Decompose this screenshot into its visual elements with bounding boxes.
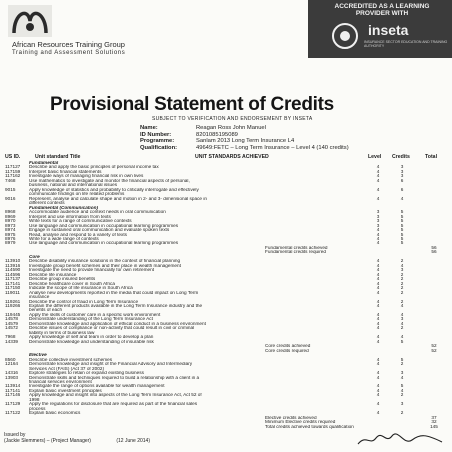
unit-standard-id: 13903 [5, 374, 19, 380]
unit-level: 3 [376, 222, 380, 228]
unit-standard-title: Accommodate audience and context needs in oral communication [29, 210, 166, 215]
unit-standard-id: 117162 [5, 173, 21, 179]
unit-standard-id: 8970 [5, 218, 16, 224]
unit-standard-title: Services Act (FAIS) (Act 37 of 2002) [29, 366, 105, 371]
unit-standard-title: Demonstrate understanding of the Long Term Insurance Act [29, 317, 153, 322]
unit-level: 4 [376, 316, 380, 322]
unit-credits: 2 [400, 361, 404, 367]
unit-standard-id: 119261 [5, 298, 21, 304]
unit-level: 4 [376, 258, 380, 264]
unit-standard-title: Fundamental credits required [265, 250, 326, 255]
issued-by-label: Issued by [4, 432, 26, 438]
unit-standard-title: Total credits achieved towards qualification [265, 424, 354, 429]
unit-credits: 2 [400, 410, 404, 416]
unit-level: 4 [376, 298, 380, 304]
credits-total: 56 [431, 244, 437, 250]
unit-level: 4 [376, 370, 380, 376]
unit-credits: 3 [400, 401, 404, 407]
unit-credits: 5 [400, 227, 404, 233]
unit-standard-title: Fundamental [29, 161, 59, 165]
unit-credits: 3 [400, 168, 404, 174]
credits-total: 52 [431, 347, 437, 353]
unit-standard-title: Investigate the need to provide financially for own retirement [29, 268, 155, 273]
unit-standard-title: financial services environment [29, 379, 92, 384]
unit-level: 4 [376, 280, 380, 286]
unit-standard-title: Fundamental credits achieved [265, 245, 328, 250]
unit-level: 4 [376, 334, 380, 340]
unit-standard-id: 7468 [5, 177, 16, 183]
unit-standard-title: Represent, analyse and calculate shape and motion in 2- and 3- dimensional space in [29, 196, 207, 201]
unit-standard-id: 117159 [5, 168, 21, 174]
unit-credits: 5 [400, 235, 404, 241]
unit-standard-id: 8969 [5, 213, 16, 219]
header-title: Unit standard Title [35, 154, 81, 160]
unit-level: 4 [376, 383, 380, 389]
unit-level: 3 [376, 218, 380, 224]
unit-standard-id: 8975 [5, 231, 16, 237]
unit-credits: 5 [400, 231, 404, 237]
unit-standard-title: Apply the skills of customer care in a specific work environment [29, 312, 161, 317]
unit-level: 4 [376, 338, 380, 344]
document-title: Provisional Statement of Credits [50, 94, 334, 115]
unit-standard-title: Read, analyse and respond to a variety of texts [29, 232, 127, 237]
unit-standard-id: 14316 [5, 370, 19, 376]
unit-standard-title: Analyse new developments reported in the media that could impact on Long Term [29, 290, 199, 295]
unit-level: 4 [376, 392, 380, 398]
accreditation-text: ACCREDITED AS A LEARNING PROVIDER WITH [334, 3, 430, 17]
unit-standard-title: Fundamental (Communication) [29, 205, 99, 210]
learner-info [140, 125, 349, 151]
learner-info-row [140, 138, 349, 145]
unit-standard-id: 119266 [5, 303, 21, 308]
unit-standard-title: Interpret basic financial statements [29, 169, 102, 174]
unit-standard-title: liability in terms of business law [29, 330, 95, 335]
unit-standard-title: Explore strategies to retain or expand existing business [29, 371, 144, 376]
org-line-2: Training and Assessment Solutions [12, 50, 126, 56]
unit-standard-title: Describe life insurance [29, 272, 77, 277]
unit-standard-title: Investigate group benefit schemes and their place in wealth management [29, 263, 181, 268]
unit-standard-title: Explain the different products available in the Long Term Insurance industry and the [29, 304, 203, 308]
unit-credits: 6 [400, 186, 404, 192]
unit-level: 4 [376, 186, 380, 192]
art-logo-icon [4, 3, 56, 39]
unit-standard-title: Write for a wide range of contexts [29, 236, 99, 241]
unit-standard-id: 113916 [5, 262, 21, 268]
unit-standard-title: Explain basic investment principles [29, 388, 102, 393]
unit-standard-id: 113910 [5, 258, 21, 264]
unit-standard-title: Describe the control of fraud in Long Term Insurance [29, 299, 139, 304]
unit-level: 4 [376, 262, 380, 268]
info-value: Reagan Ross John Manuel [196, 125, 266, 131]
document-subtitle: SUBJECT TO VERIFICATION AND ENDORSEMENT BY INSETA [152, 116, 313, 122]
unit-credits: 5 [400, 338, 404, 344]
header-id: US ID. [5, 154, 21, 160]
unit-level: 4 [376, 356, 380, 362]
unit-standard-title: Use mathematics to investigate and monitor the financial aspects of personal, [29, 178, 190, 183]
unit-standard-title: insurance [29, 295, 50, 300]
unit-standard-id: 113914 [5, 383, 21, 389]
unit-standard-title: Minimum Elective credits required [265, 420, 336, 425]
header-achieved: UNIT STANDARDS ACHIEVED [195, 154, 269, 160]
unit-standard-title: Describe issues of compliance or non-activity that could result in civil or criminal [29, 326, 195, 331]
unit-level: 4 [376, 374, 380, 380]
unit-standard-id: 117141 [5, 387, 21, 393]
unit-standard-title: Elective credits achieved [265, 415, 317, 420]
unit-standard-id: 8974 [5, 227, 16, 233]
unit-standard-title: Apply the regulations for disclosure that are required as part of the financial sales [29, 402, 198, 407]
unit-standard-title: Use language and communication in occupational learning programmes [29, 223, 179, 228]
unit-level: 4 [376, 240, 380, 246]
table-summary-row [5, 425, 445, 429]
unit-credits: 2 [400, 271, 404, 277]
unit-level: 4 [376, 320, 380, 326]
credits-total: 145 [430, 423, 438, 429]
header-total: Total [425, 154, 438, 160]
issuer-footer [4, 432, 150, 444]
unit-standard-id: 8560 [5, 356, 16, 362]
info-label: Qualification: [140, 144, 178, 151]
unit-level: 3 [376, 213, 380, 219]
unit-level: 4 [376, 267, 380, 273]
unit-standard-id: 117150 [5, 285, 21, 291]
unit-standard-id: 117146 [5, 392, 21, 398]
unit-standard-id: 8968 [5, 209, 16, 215]
unit-credits: 2 [400, 280, 404, 286]
unit-standard-title: Apply knowledge of statistics and probability to critically interrogate and effectively [29, 187, 199, 192]
unit-standard-id: 14339 [5, 338, 19, 344]
signature-icon [356, 432, 444, 448]
issuer-name: (Jackie Slemmers) – (Project Manager) [4, 438, 91, 444]
unit-credits: 4 [400, 262, 404, 268]
unit-standard-title: Investigate ways of managing financial risk in own lives [29, 174, 144, 179]
unit-standard-title: Indicate the scope of life insurance in South Africa [29, 286, 133, 291]
unit-standard-id: 14578 [5, 316, 19, 322]
header-level: Level [368, 154, 382, 160]
organisation-name [12, 40, 125, 58]
unit-level: 4 [376, 361, 380, 367]
unit-level: 4 [376, 195, 380, 201]
unit-credits: 3 [400, 267, 404, 273]
inseta-logo-icon [330, 22, 360, 50]
unit-credits: 2 [400, 298, 404, 304]
unit-standard-title: Core credits required [265, 348, 309, 353]
unit-standard-id: 9015 [5, 186, 16, 192]
unit-standard-title: Investigate the range of options available for wealth management [29, 384, 165, 389]
unit-credits: 5 [400, 213, 404, 219]
credits-table [5, 161, 445, 429]
unit-level: 4 [376, 227, 380, 233]
unit-standard-title: Explain basic economics [29, 411, 81, 416]
unit-standard-id: 14579 [5, 320, 19, 326]
unit-standard-title: Core credits achieved [265, 344, 311, 349]
unit-credits: 2 [400, 276, 404, 282]
accreditation-banner [308, 0, 452, 58]
unit-standard-id: 12164 [5, 361, 19, 367]
learner-info-row [140, 132, 349, 139]
unit-standard-title: different contexts [29, 201, 65, 206]
info-label: ID Number: [140, 131, 172, 138]
unit-level: 4 [376, 231, 380, 237]
unit-credits: 5 [400, 218, 404, 224]
unit-level: 4 [376, 271, 380, 277]
unit-credits: 2 [400, 392, 404, 398]
unit-credits: 5 [400, 222, 404, 228]
learner-info-row [140, 125, 349, 132]
unit-credits: 4 [400, 320, 404, 326]
unit-level: 4 [376, 173, 380, 179]
info-value: 8201085195089 [196, 131, 238, 138]
unit-standard-id: 7968 [5, 334, 16, 340]
unit-credits: 4 [400, 195, 404, 201]
unit-credits: 4 [400, 311, 404, 317]
unit-standard-title: Core [29, 254, 40, 259]
unit-standard-id: 8976 [5, 235, 16, 241]
unit-level: 4 [376, 410, 380, 416]
unit-standard-title: business, national and international issues [29, 183, 118, 188]
issue-date: (12 June 2014) [116, 438, 150, 444]
org-line-1: African Resources Training Group [12, 40, 125, 49]
learner-info-row [140, 145, 349, 152]
unit-credits: 5 [400, 209, 404, 215]
unit-standard-title: Write texts for a range of communicative contexts [29, 219, 132, 224]
inseta-logo-text: inseta [368, 22, 409, 38]
unit-standard-title: Apply knowledge and insight into aspects of the Long Term Insurance Act, Act 52 of [29, 393, 202, 398]
credits-total: 52 [431, 343, 437, 349]
unit-level: 4 [376, 164, 380, 170]
unit-standard-id: 114596 [5, 271, 21, 277]
unit-standard-id: 114590 [5, 267, 21, 273]
unit-standard-title: Elective [29, 353, 47, 358]
credits-total: 32 [431, 419, 437, 425]
unit-standard-id: 9016 [5, 195, 16, 201]
unit-standard-title: Describe group insured benefits [29, 277, 96, 282]
info-label: Name: [140, 125, 158, 131]
unit-standard-title: Demonstrate skills and techniques required to build a relationship with a client in a [29, 375, 200, 380]
unit-credits: 5 [400, 383, 404, 389]
inseta-subtitle: INSURANCE SECTOR EDUCATION AND TRAINING AUTHORITY [364, 40, 448, 48]
unit-standard-title: benefits of each [29, 308, 63, 313]
unit-standard-id: 117141 [5, 280, 21, 286]
unit-standard-id: 8979 [5, 240, 16, 246]
info-value: Sanlam 2013 Long Term Insurance L4 [196, 138, 295, 145]
unit-standard-title: Engage in sustained oral communication and evaluate spoken texts [29, 228, 170, 233]
unit-level: 3 [376, 209, 380, 215]
unit-credits: 6 [400, 177, 404, 183]
unit-credits: 4 [400, 374, 404, 380]
unit-credits: 4 [400, 303, 404, 308]
unit-credits: 4 [400, 334, 404, 340]
credits-total: 56 [431, 249, 437, 255]
unit-credits: 5 [400, 240, 404, 246]
unit-credits: 4 [400, 387, 404, 393]
header-credits: Credits [392, 154, 410, 160]
credits-total: 37 [431, 414, 437, 420]
unit-standard-id: 117129 [5, 401, 21, 407]
unit-credits: 2 [400, 289, 404, 295]
unit-credits: 2 [400, 258, 404, 264]
unit-standard-title: communicate findings on life related problems [29, 192, 125, 197]
unit-standard-id: 14572 [5, 325, 19, 331]
unit-standard-title: 1998 [29, 397, 40, 402]
unit-standard-id: 117122 [5, 410, 21, 416]
unit-credits: 3 [400, 173, 404, 179]
unit-level: 4 [376, 387, 380, 393]
unit-credits: 3 [400, 164, 404, 170]
unit-level: 4 [376, 311, 380, 317]
unit-level: 4 [376, 177, 380, 183]
unit-level: 4 [376, 235, 380, 241]
unit-credits: 2 [400, 285, 404, 291]
unit-standard-id: 119011 [5, 289, 20, 295]
unit-level: 4 [376, 401, 380, 407]
unit-standard-title: Demonstrate knowledge and application of ethical conduct in a business environment [29, 321, 206, 326]
unit-standard-title: Describe collective investment schemes [29, 357, 113, 362]
unit-standard-id: 117137 [5, 276, 21, 282]
unit-level: 4 [376, 303, 380, 308]
unit-level: 4 [376, 276, 380, 282]
unit-standard-id: 117127 [5, 164, 21, 170]
unit-standard-title: Describe disability insurance solutions in the context of financial planning [29, 259, 181, 264]
unit-standard-title: Interpret and use information from texts [29, 214, 111, 219]
unit-standard-title: Apply knowledge of self and team in order to develop a plan [29, 335, 154, 340]
info-label: Programme: [140, 138, 175, 145]
unit-credits: 2 [400, 325, 404, 331]
info-value: 49649:FETC – Long Term Insurance – Level 4 (140 credits) [196, 144, 349, 151]
unit-level: 4 [376, 289, 380, 295]
unit-level: 4 [376, 168, 380, 174]
unit-credits: 3 [400, 316, 404, 322]
unit-standard-title: Demonstrate knowledge and insight of the Financial Advisory and Intermediary [29, 362, 193, 367]
unit-standard-id: 119445 [5, 311, 21, 317]
unit-standard-title: Describe and apply the basic principles of personal income tax [29, 165, 159, 170]
unit-level: 4 [376, 285, 380, 291]
unit-standard-id: 8973 [5, 222, 16, 228]
unit-credits: 3 [400, 370, 404, 376]
unit-standard-title: Describe healthcare cover in South Africa [29, 281, 115, 286]
unit-standard-title: process [29, 406, 46, 411]
unit-credits: 5 [400, 356, 404, 362]
unit-standard-title: Demonstrate knowledge and understanding of insurable risk [29, 339, 154, 344]
unit-standard-title: Use language and communication in occupational learning programmes [29, 241, 179, 246]
unit-level: 4 [376, 325, 380, 331]
